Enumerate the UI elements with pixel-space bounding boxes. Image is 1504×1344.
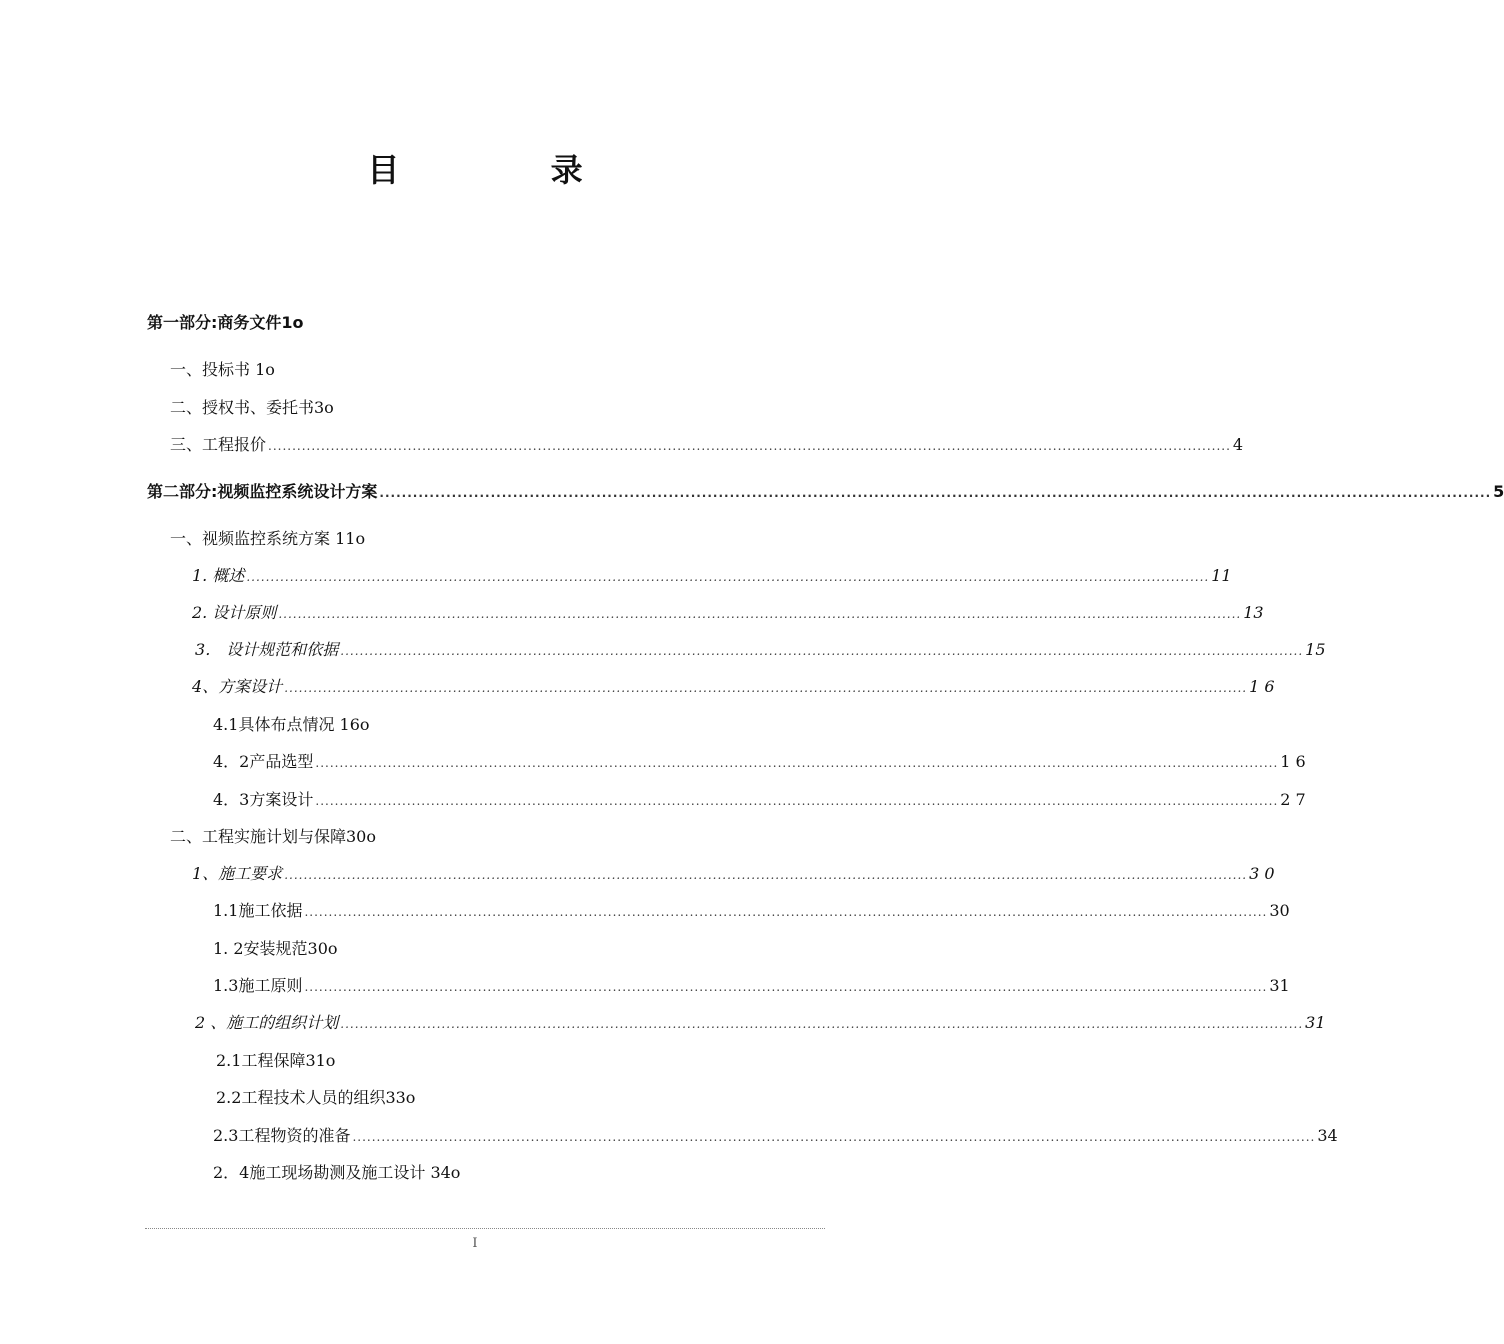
toc-label: 第一部分:商务文件1o <box>147 313 304 332</box>
toc-entry[interactable] <box>216 1085 823 1109</box>
toc-label: 2.3工程物资的准备 <box>213 1126 351 1145</box>
toc-entry[interactable] <box>213 787 1306 811</box>
toc-page-number: 5 <box>1493 482 1504 501</box>
toc-page-number: 3 0 <box>1249 864 1275 883</box>
toc-entry[interactable] <box>170 824 823 848</box>
toc-entry[interactable] <box>216 1048 823 1072</box>
toc-page-number: 15 <box>1305 640 1326 659</box>
toc-page-number: 1 6 <box>1280 752 1306 771</box>
toc-label: 2.1工程保障31o <box>216 1051 336 1070</box>
toc-label: 1. 2安装规范30o <box>213 939 338 958</box>
toc-leader-dots: ........................................................................................................................................................................................................ <box>278 607 1242 621</box>
toc-label: 4．2产品选型 <box>213 752 314 771</box>
toc-leader-dots: ........................................................................................................................................................................................................ <box>284 681 1248 695</box>
toc-entry[interactable] <box>213 898 1290 922</box>
toc-leader-dots: ........................................................................................................................................................................................................ <box>379 486 1492 500</box>
toc-page-number: 1 6 <box>1249 677 1275 696</box>
toc-entry[interactable] <box>213 936 823 960</box>
toc-label: 一、视频监控系统方案 11o <box>170 529 366 548</box>
toc-leader-dots: ........................................................................................................................................................................................................ <box>268 439 1231 453</box>
toc-label: 第二部分:视频监控系统设计方案 <box>147 482 378 501</box>
toc-label: 二、授权书、委托书3o <box>170 398 334 417</box>
toc-entry[interactable] <box>170 395 823 419</box>
toc-label: 一、投标书 1o <box>170 360 275 379</box>
toc-label: 2. 设计原则 <box>192 603 277 622</box>
toc-label: 1.1施工依据 <box>213 901 303 920</box>
toc-entry[interactable] <box>213 973 1290 997</box>
toc-page-number: 34 <box>1317 1126 1338 1145</box>
toc-label: 1.3施工原则 <box>213 976 303 995</box>
toc-entry[interactable] <box>213 749 1306 773</box>
toc-entry[interactable] <box>147 310 823 334</box>
footer-page-number: I <box>472 1236 478 1251</box>
toc-entry[interactable] <box>195 1010 1326 1034</box>
page-title: 目 录 <box>367 151 653 189</box>
footer-divider <box>145 1228 825 1229</box>
toc-page-number: 11 <box>1211 566 1232 585</box>
toc-entry[interactable] <box>192 861 1275 885</box>
toc-leader-dots: ........................................................................................................................................................................................................ <box>352 1130 1316 1144</box>
toc-leader-dots: ........................................................................................................................................................................................................ <box>284 868 1248 882</box>
toc-leader-dots: ........................................................................................................................................................................................................ <box>315 794 1279 808</box>
toc-entry[interactable] <box>213 1160 823 1184</box>
toc-entry[interactable] <box>192 674 1275 698</box>
toc-label: 1、施工要求 <box>192 864 283 883</box>
toc-label: 3． 设计规范和依据 <box>195 640 339 659</box>
toc-label: 2．4施工现场勘测及施工设计 34o <box>213 1163 461 1182</box>
toc-entry[interactable] <box>213 712 823 736</box>
toc-leader-dots: ........................................................................................................................................................................................................ <box>304 905 1268 919</box>
toc-page-number: 31 <box>1269 976 1290 995</box>
toc-entry[interactable] <box>170 357 823 381</box>
toc-label: 二、工程实施计划与保障30o <box>170 827 376 846</box>
toc-label: 2 、施工的组织计划 <box>195 1013 339 1032</box>
toc-entry[interactable] <box>195 637 1326 661</box>
toc-page-number: 2 7 <box>1280 790 1306 809</box>
toc-leader-dots: ........................................................................................................................................................................................................ <box>304 980 1268 994</box>
toc-leader-dots: ........................................................................................................................................................................................................ <box>340 644 1304 658</box>
toc-entry[interactable] <box>170 432 1244 456</box>
toc-entry[interactable] <box>170 526 823 550</box>
toc-label: 4．3方案设计 <box>213 790 314 809</box>
toc-leader-dots: ........................................................................................................................................................................................................ <box>315 756 1279 770</box>
toc-page-number: 30 <box>1269 901 1290 920</box>
toc-entry[interactable] <box>147 479 1504 503</box>
toc-entry[interactable] <box>192 600 1264 624</box>
toc-entry[interactable] <box>192 563 1232 587</box>
toc-leader-dots: ........................................................................................................................................................................................................ <box>340 1017 1304 1031</box>
toc-page-number: 31 <box>1305 1013 1326 1032</box>
toc-leader-dots: ........................................................................................................................................................................................................ <box>246 570 1210 584</box>
toc-label: 三、工程报价 <box>170 435 267 454</box>
toc-label: 1. 概述 <box>192 566 245 585</box>
toc-label: 4.1具体布点情况 16o <box>213 715 370 734</box>
toc-label: 2.2工程技术人员的组织33o <box>216 1088 416 1107</box>
toc-label: 4、方案设计 <box>192 677 283 696</box>
toc-entry[interactable] <box>213 1123 1338 1147</box>
toc-page-number: 4 <box>1232 435 1244 454</box>
toc-page-number: 13 <box>1243 603 1264 622</box>
